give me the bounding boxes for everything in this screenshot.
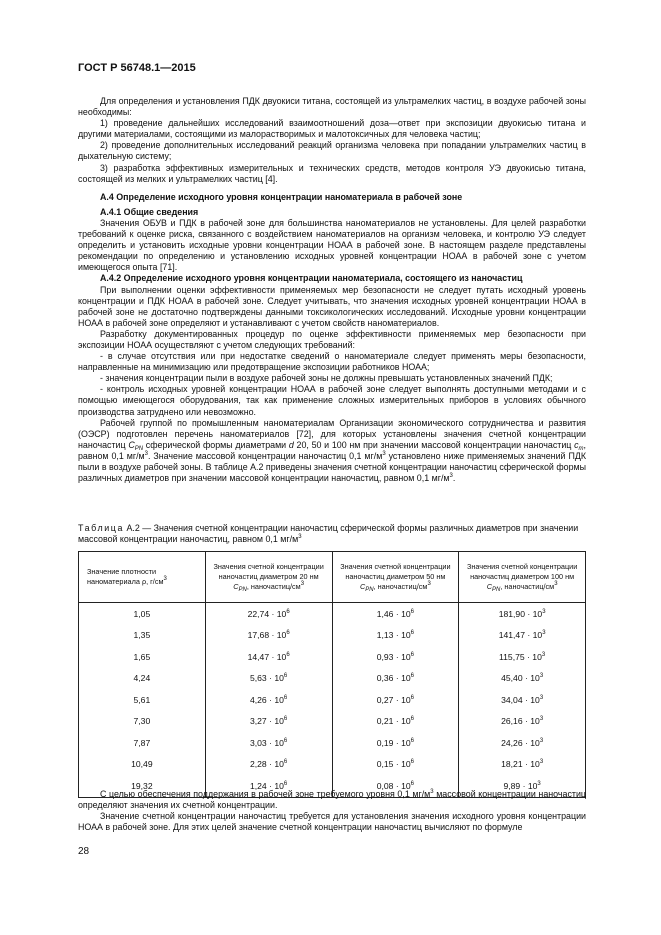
exponent: 6 bbox=[283, 673, 288, 680]
multiplier: · 10 bbox=[266, 759, 284, 770]
symbol-c: C bbox=[233, 582, 239, 591]
intro-item-2: 2) проведение дополнительных исследований реакций организма человека при попадании ультрамелких частиц в дыхательную систему; bbox=[78, 140, 586, 162]
conc-20nm-cell bbox=[205, 625, 332, 647]
conc-50nm-value: 0,36 bbox=[376, 673, 394, 684]
density-cell bbox=[79, 754, 206, 776]
density-value: 1,65 bbox=[133, 651, 151, 662]
exponent: 6 bbox=[410, 608, 415, 615]
conc-50nm-cell bbox=[332, 646, 459, 668]
table-row bbox=[79, 711, 586, 733]
conc-100nm-cell bbox=[459, 603, 586, 625]
conc-100nm-value: 18,21 bbox=[501, 759, 523, 770]
table-row bbox=[79, 625, 586, 647]
closing-paragraph-1 bbox=[78, 789, 586, 811]
density-value: 1,05 bbox=[133, 608, 151, 619]
header-unit: , наночастиц/см bbox=[500, 582, 555, 591]
exponent: 6 bbox=[410, 630, 415, 637]
conc-50nm-value: 0,27 bbox=[376, 694, 394, 705]
header-20nm bbox=[205, 552, 332, 603]
exponent: 6 bbox=[283, 780, 288, 787]
density-value: 7,30 bbox=[133, 716, 151, 727]
conc-50nm-cell bbox=[332, 732, 459, 754]
multiplier: · 10 bbox=[393, 673, 411, 684]
conc-20nm-value: 3,27 bbox=[249, 716, 267, 727]
symbol-c: C bbox=[486, 582, 492, 591]
multiplier: · 10 bbox=[522, 716, 540, 727]
multiplier: · 10 bbox=[522, 673, 540, 684]
exponent: 3 bbox=[539, 694, 544, 701]
exponent: 6 bbox=[410, 780, 415, 787]
superscript-3: 3 bbox=[298, 534, 302, 540]
symbol-c-m: c bbox=[574, 439, 579, 450]
table-row bbox=[79, 754, 586, 776]
header-100nm bbox=[459, 552, 586, 603]
exponent: 6 bbox=[410, 716, 415, 723]
density-cell bbox=[79, 646, 206, 668]
multiplier: · 10 bbox=[269, 651, 287, 662]
multiplier: · 10 bbox=[522, 759, 540, 770]
conc-20nm-cell bbox=[205, 646, 332, 668]
multiplier: · 10 bbox=[269, 630, 287, 641]
p3-part-e: . Значение массовой концентрации наночастиц 0,1 мг/м bbox=[148, 450, 383, 461]
multiplier: · 10 bbox=[266, 673, 284, 684]
closing-p1-part-b: массовой концентрации наночастиц определяют значения их счетной концентрации. bbox=[78, 789, 587, 811]
superscript-3: 3 bbox=[382, 450, 386, 457]
conc-50nm-value: 0,08 bbox=[376, 780, 394, 791]
conc-100nm-cell bbox=[459, 732, 586, 754]
concentration-table bbox=[78, 551, 586, 798]
symbol-d: d bbox=[288, 439, 294, 450]
multiplier: · 10 bbox=[520, 780, 538, 791]
conc-100nm-cell bbox=[459, 646, 586, 668]
section-a42-title: А.4.2 Определение исходного уровня концентрации наноматериала, состоящего из наночастиц bbox=[100, 273, 523, 284]
conc-100nm-value: 45,40 bbox=[501, 673, 523, 684]
density-cell bbox=[79, 603, 206, 625]
p3-part-a: Рабочей группой по промышленным наноматериалам Организации экономического сотрудничества и развития (ОЭСР) подготовлен перечень наноматериалов [72], для которых установлены значения счетной концентрации наночастиц bbox=[78, 417, 586, 450]
multiplier: · 10 bbox=[266, 780, 284, 791]
header-50nm bbox=[332, 552, 459, 603]
multiplier: · 10 bbox=[393, 694, 411, 705]
density-cell bbox=[79, 732, 206, 754]
exponent: 6 bbox=[283, 737, 288, 744]
exponent: 6 bbox=[283, 716, 288, 723]
header-unit: , наночастиц/см bbox=[246, 582, 301, 591]
table-caption-label: Таблица bbox=[78, 523, 124, 533]
conc-100nm-cell bbox=[459, 625, 586, 647]
bullet-2: - значения концентрации пыли в воздухе рабочей зоны не должны превышать установленных значений ПДК; bbox=[100, 373, 553, 384]
conc-20nm-value: 22,74 bbox=[247, 608, 270, 619]
superscript-3: 3 bbox=[300, 581, 305, 587]
conc-20nm-cell bbox=[205, 603, 332, 625]
multiplier: · 10 bbox=[393, 630, 411, 641]
conc-20nm-cell bbox=[205, 732, 332, 754]
superscript-3: 3 bbox=[427, 581, 431, 587]
closing-p1-part-a: С целью обеспечения поддержания в рабочей зоне требуемого уровня 0,1 мг/м bbox=[100, 789, 431, 799]
header-unit: , наночастиц/см bbox=[373, 582, 428, 591]
header-density-label: Значение плотности наноматериала ρ, г/см bbox=[87, 567, 164, 586]
table-caption bbox=[78, 523, 586, 545]
exponent: 3 bbox=[541, 651, 546, 658]
header-50nm-label: Значения счетной концентрации наночастиц диаметром 50 нм bbox=[340, 562, 451, 581]
header-20nm-label: Значения счетной концентрации наночастиц диаметром 20 нм bbox=[213, 562, 324, 581]
table-caption-text: А.2 — Значения счетной концентрации наночастиц сферической формы различных диаметров при значении массовой концентрации наночастиц, равном 0,1 мг/м bbox=[78, 523, 579, 544]
subscript-m: m bbox=[578, 445, 584, 452]
conc-100nm-cell bbox=[459, 668, 586, 690]
table-row bbox=[79, 689, 586, 711]
conc-100nm-value: 24,26 bbox=[501, 737, 523, 748]
conc-100nm-cell bbox=[459, 689, 586, 711]
conc-20nm-cell bbox=[205, 711, 332, 733]
bullet-1: - в случае отсутствия или при недостатке сведений о наноматериале следует применять меры безопасности, направленные на минимизацию или предотвращение экспозиции работников НОАА; bbox=[78, 351, 586, 373]
conc-50nm-cell bbox=[332, 689, 459, 711]
conc-50nm-value: 0,21 bbox=[376, 716, 394, 727]
standard-header: ГОСТ Р 56748.1—2015 bbox=[78, 62, 196, 74]
exponent: 6 bbox=[283, 759, 288, 766]
conc-20nm-cell bbox=[205, 754, 332, 776]
conc-20nm-value: 1,24 bbox=[249, 780, 267, 791]
closing-paragraph-2: Значение счетной концентрации наночастиц требуется для установления значения исходного уровня концентрации НОАА в рабочей зоне. Для этих целей значение счетной концентрации наночастиц вычисляют по формуле bbox=[78, 811, 586, 833]
conc-100nm-cell bbox=[459, 711, 586, 733]
section-a41-title: А.4.1 Общие сведения bbox=[100, 206, 199, 217]
intro-item-1: 1) проведение дальнейших исследований взаимоотношений доза—ответ при экспозиции двуокисью титана и другими материалами, состоящими из малорастворимых и малотоксичных для человека частиц; bbox=[78, 118, 586, 140]
multiplier: · 10 bbox=[266, 737, 284, 748]
multiplier: · 10 bbox=[393, 759, 411, 770]
conc-50nm-cell bbox=[332, 603, 459, 625]
conc-50nm-value: 0,93 bbox=[376, 651, 394, 662]
conc-50nm-cell bbox=[332, 668, 459, 690]
symbol-c: C bbox=[359, 582, 366, 591]
conc-50nm-value: 1,13 bbox=[376, 630, 394, 641]
conc-50nm-value: 0,19 bbox=[376, 737, 394, 748]
conc-100nm-value: 115,75 bbox=[499, 651, 525, 662]
p3-part-d: , равном 0,1 мг/м bbox=[78, 439, 586, 461]
conc-20nm-value: 4,26 bbox=[249, 694, 267, 705]
density-value: 5,61 bbox=[133, 694, 151, 705]
conc-20nm-cell bbox=[205, 689, 332, 711]
exponent: 3 bbox=[537, 780, 541, 787]
intro-paragraph: Для определения и установления ПДК двуокиси титана, состоящей из ультрамелких частиц, в воздухе рабочей зоны необходимы: bbox=[78, 96, 586, 118]
exponent: 3 bbox=[542, 630, 546, 637]
table-row bbox=[79, 646, 586, 668]
exponent: 6 bbox=[286, 608, 290, 615]
conc-50nm-cell bbox=[332, 711, 459, 733]
exponent: 3 bbox=[539, 759, 544, 766]
exponent: 6 bbox=[283, 694, 288, 701]
page-number: 28 bbox=[78, 846, 90, 857]
multiplier: · 10 bbox=[525, 608, 543, 619]
conc-50nm-value: 1,46 bbox=[376, 608, 394, 619]
multiplier: · 10 bbox=[393, 651, 411, 662]
density-value: 19,32 bbox=[131, 780, 153, 791]
multiplier: · 10 bbox=[522, 694, 540, 705]
exponent: 6 bbox=[286, 630, 290, 637]
p3-part-c: 20, 50 и 100 нм при значении массовой концентрации наночастиц bbox=[293, 439, 575, 450]
section-a42-p2: Разработку документированных процедур по оценке эффективности применяемых мер безопасности при экспозиции НОАА осуществляют с учетом следующих требований: bbox=[78, 328, 586, 350]
multiplier: · 10 bbox=[525, 630, 543, 641]
exponent: 3 bbox=[542, 608, 546, 615]
bullet-3: - контроль исходных уровней концентрации НОАА в рабочей зоне следует выполнять доступными методами и с помощью имеющегося оборудования, так как применение сложных измерительных приборов в условиях обычного производства затруднено или невозможно. bbox=[78, 384, 586, 417]
period: . bbox=[452, 473, 456, 484]
multiplier: · 10 bbox=[393, 737, 411, 748]
exponent: 6 bbox=[410, 759, 415, 766]
section-a4-title: А.4 Определение исходного уровня концентрации наноматериала в рабочей зоне bbox=[100, 191, 463, 202]
multiplier: · 10 bbox=[393, 780, 411, 791]
section-a42-p3 bbox=[78, 418, 586, 485]
conc-20nm-value: 5,63 bbox=[249, 673, 267, 684]
main-text bbox=[78, 96, 586, 484]
multiplier: · 10 bbox=[269, 608, 287, 619]
exponent: 6 bbox=[410, 673, 415, 680]
section-a41-text: Значения ОБУВ и ПДК в рабочей зоне для большинства наноматериалов не установлены. Для целей разработки требований к оценке риска, связанного с воздействием наноматериалов на организм человека, и контролю УЭ следует определить и установить исходные уровни концентрации НОАА в рабочей зоне. В настоящем разделе представлены рекомендации по определению и установлению исходных уровней концентрации НОАА в рабочей зоне с учетом имеющегося опыта [71]. bbox=[78, 217, 586, 273]
density-cell bbox=[79, 668, 206, 690]
multiplier: · 10 bbox=[522, 737, 540, 748]
density-cell bbox=[79, 689, 206, 711]
subscript-pn: PN bbox=[491, 587, 501, 593]
exponent: 3 bbox=[539, 737, 544, 744]
subscript-pn: PN bbox=[134, 445, 144, 452]
subscript-pn: PN bbox=[238, 587, 247, 593]
conc-50nm-cell bbox=[332, 754, 459, 776]
multiplier: · 10 bbox=[393, 608, 411, 619]
conc-20nm-cell bbox=[205, 668, 332, 690]
density-value: 4,24 bbox=[133, 673, 151, 684]
multiplier: · 10 bbox=[393, 716, 411, 727]
header-density bbox=[79, 552, 206, 603]
density-cell bbox=[79, 625, 206, 647]
conc-20nm-value: 3,03 bbox=[249, 737, 267, 748]
conc-100nm-value: 9,89 bbox=[503, 780, 521, 791]
exponent: 6 bbox=[286, 651, 290, 658]
table-header-row bbox=[79, 552, 586, 603]
exponent: 6 bbox=[410, 651, 415, 658]
superscript-3: 3 bbox=[449, 473, 453, 480]
density-value: 7,87 bbox=[133, 737, 151, 748]
conc-100nm-cell bbox=[459, 754, 586, 776]
conc-20nm-value: 2,28 bbox=[249, 759, 267, 770]
density-cell bbox=[79, 711, 206, 733]
p3-part-b: сферической формы диаметрами bbox=[143, 439, 289, 450]
multiplier: · 10 bbox=[524, 651, 542, 662]
density-value: 1,35 bbox=[133, 630, 151, 641]
conc-100nm-value: 181,90 bbox=[498, 608, 525, 619]
density-value: 10,49 bbox=[131, 759, 153, 770]
conc-100nm-value: 34,04 bbox=[501, 694, 523, 705]
superscript-3: 3 bbox=[144, 450, 148, 457]
conc-100nm-value: 26,16 bbox=[501, 716, 523, 727]
exponent: 6 bbox=[410, 737, 415, 744]
superscript-3: 3 bbox=[554, 581, 558, 587]
header-100nm-label: Значения счетной концентрации наночастиц диаметром 100 нм bbox=[466, 562, 578, 581]
symbol-c: C bbox=[128, 439, 135, 450]
closing-text bbox=[78, 789, 586, 833]
intro-item-3: 3) разработка эффективных измерительных и технических средств, методов контроля УЭ двуокисью титана, состоящей из мелких и ультрамелких частиц [4]. bbox=[78, 162, 586, 184]
section-a42-p1: При выполнении оценки эффективности применяемых мер безопасности не следует путать исходный уровень концентрации и ПДК НОАА в рабочей зоне. Следует учитывать, что значения исходных уровней концентрации НОАА в рабочей зоне не достаточно подтверждены данными токсикологических исследований. Исходные уровни концентрации НОАА в рабочей зоне определяют и устанавливают с учетом свойств наноматериалов. bbox=[78, 284, 586, 328]
multiplier: · 10 bbox=[266, 716, 284, 727]
conc-20nm-value: 14,47 bbox=[247, 651, 270, 662]
conc-50nm-value: 0,15 bbox=[376, 759, 394, 770]
exponent: 3 bbox=[539, 673, 544, 680]
conc-50nm-cell bbox=[332, 625, 459, 647]
subscript-pn: PN bbox=[365, 587, 374, 593]
conc-100nm-value: 141,47 bbox=[498, 630, 525, 641]
superscript-3: 3 bbox=[163, 576, 167, 582]
table-row bbox=[79, 668, 586, 690]
p3-part-f: установлено ниже применяемых значений ПДК пыли в воздухе рабочей зоны. В таблице А.2 приведены значения счетной концентрации наночастиц сферической формы различных диаметров при значении массовой концентрации наночастиц, равном 0,1 мг/м bbox=[78, 450, 586, 484]
table-row bbox=[79, 603, 586, 625]
exponent: 6 bbox=[410, 694, 415, 701]
conc-20nm-value: 17,68 bbox=[247, 630, 270, 641]
exponent: 3 bbox=[539, 716, 544, 723]
table-row bbox=[79, 732, 586, 754]
superscript-3: 3 bbox=[430, 789, 434, 795]
multiplier: · 10 bbox=[266, 694, 284, 705]
